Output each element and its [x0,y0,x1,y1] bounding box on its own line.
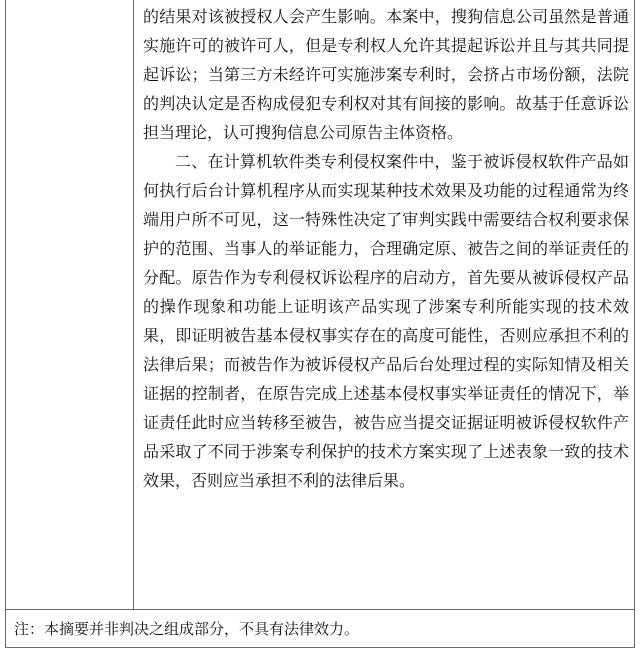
footer-note: 注：本摘要并非判决之组成部分，不具有法律效力。 [14,620,360,638]
label-column [6,0,134,609]
paragraph-continuation: 的结果对该被授权人会产生影响。本案中，搜狗信息公司虽然是普通实施许可的被许可人，但是专利权人允许其提起诉讼并且与其共同提起诉讼；当第三方未经许可实施涉案专利时，会挤占市场份额，法院的判决认定是否构成侵犯专利权对其有间接的影响。故基于任意诉讼担当理论，认可搜狗信息公司原告主体资格。 [143,7,629,142]
document-table [5,0,635,648]
paragraph-point-two: 二、在计算机软件类专利侵权案件中，鉴于被诉侵权软件产品如何执行后台计算机程序从而实现某种技术效果及功能的过程通常为终端用户所不可见，这一特殊性决定了审判实践中需要结合权利要求保护的范围、当事人的举证能力，合理确定原、被告之间的举证责任的分配。原告作为专利侵权诉讼程序的启动方，首先要从被诉侵权产品的操作现象和功能上证明该产品实现了涉案专利所能实现的技术效果，即证明被告基本侵权事实存在的高度可能性，否则应承担不利的法律后果；而被告作为被诉侵权产品后台处理过程的实际知情及相关证据的控制者，在原告完成上述基本侵权事实举证责任的情况下，举证责任此时应当转移至被告，被告应当提交证据证明被诉侵权软件产品采取了不同于涉案专利保护的技术方案实现了上述表象一致的技术效果，否则应当承担不利的法律后果。 [143,152,629,490]
footer-row [6,609,634,647]
content-cell [135,0,635,609]
